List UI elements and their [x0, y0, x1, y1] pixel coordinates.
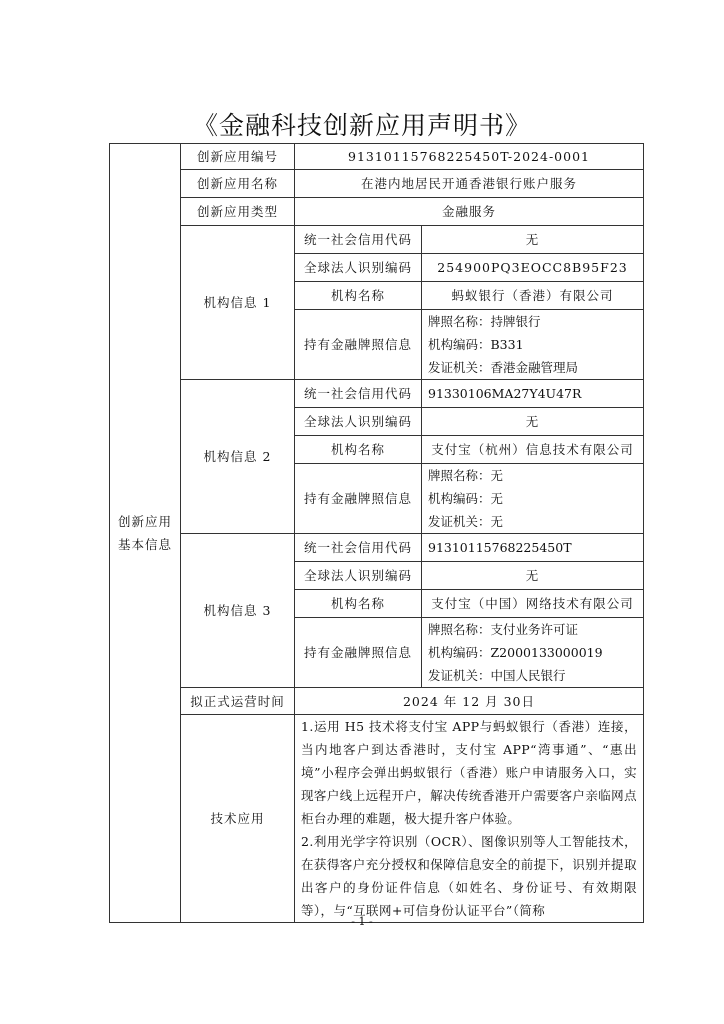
org2-lei-value: 无 [422, 408, 644, 436]
org1-license-name: 牌照名称：持牌银行 [428, 314, 541, 329]
tech-content [295, 715, 644, 923]
org3-license-name: 牌照名称：支付业务许可证 [428, 622, 579, 637]
tech-paragraph-1: 1.运用 H5 技术将支付宝 APP与蚂蚁银行（香港）连接，当内地客户到达香港时，支付宝 APP“湾事通”、“惠出境”小程序会弹出蚂蚁银行（香港）账户申请服务入口，实现客户线上远程开户，解决传统香港开户需要客户亲临网点柜台办理的难题，极大提升客户体验。 [301, 719, 637, 826]
app-type-label: 创新应用类型 [181, 198, 295, 226]
app-name-label: 创新应用名称 [181, 170, 295, 198]
org2-license-info [422, 464, 644, 534]
org3-uscc-value: 91310115768225450T [422, 534, 644, 562]
launch-label: 拟正式运营时间 [181, 688, 295, 715]
org2-name-value: 支付宝（杭州）信息技术有限公司 [422, 436, 644, 464]
org3-name-value: 支付宝（中国）网络技术有限公司 [422, 590, 644, 618]
org1-name-label: 机构名称 [295, 282, 422, 310]
org1-license-info [422, 310, 644, 380]
org3-license-info [422, 618, 644, 688]
tech-label: 技术应用 [181, 715, 295, 923]
app-type-value: 金融服务 [295, 198, 644, 226]
org1-lei-label: 全球法人识别编码 [295, 254, 422, 282]
org2-license-name: 牌照名称：无 [428, 468, 504, 483]
org1-license-code: 机构编码：B331 [428, 337, 524, 352]
org1-license-issuer: 发证机关：香港金融管理局 [428, 360, 579, 375]
org2-label: 机构信息 2 [181, 380, 295, 534]
org3-lei-label: 全球法人识别编码 [295, 562, 422, 590]
page-number: - 1 - [351, 915, 373, 928]
document-title: 《金融科技创新应用声明书》 [192, 111, 531, 140]
org3-label: 机构信息 3 [181, 534, 295, 688]
org2-uscc-label: 统一社会信用代码 [295, 380, 422, 408]
org2-name-label: 机构名称 [295, 436, 422, 464]
section-label-line1: 创新应用 [117, 514, 172, 529]
tech-paragraph-2: 2.利用光学字符识别（OCR）、图像识别等人工智能技术，在获得客户充分授权和保障信息安全的前提下，识别并提取出客户的身份证件信息（如姓名、身份证号、有效期限等），与“互联网+可信身份认证平台”（简称 [301, 834, 637, 918]
app-name-value: 在港内地居民开通香港银行账户服务 [295, 170, 644, 198]
org2-lei-label: 全球法人识别编码 [295, 408, 422, 436]
section-label-cell [110, 144, 181, 923]
org3-license-label: 持有金融牌照信息 [295, 618, 422, 688]
org3-lei-value: 无 [422, 562, 644, 590]
org1-label: 机构信息 1 [181, 226, 295, 380]
app-id-label: 创新应用编号 [181, 144, 295, 170]
org3-uscc-label: 统一社会信用代码 [295, 534, 422, 562]
org1-uscc-label: 统一社会信用代码 [295, 226, 422, 254]
org3-name-label: 机构名称 [295, 590, 422, 618]
org2-license-issuer: 发证机关：无 [428, 514, 504, 529]
section-label-line2: 基本信息 [117, 537, 172, 552]
org1-name-value: 蚂蚁银行（香港）有限公司 [422, 282, 644, 310]
org3-license-code: 机构编码：Z2000133000019 [428, 645, 603, 660]
org2-license-label: 持有金融牌照信息 [295, 464, 422, 534]
declaration-table [109, 143, 644, 923]
app-id-value: 91310115768225450T-2024-0001 [295, 144, 644, 170]
launch-value: 2024 年 12 月 30日 [295, 688, 644, 715]
org2-uscc-value: 91330106MA27Y4U47R [422, 380, 644, 408]
org3-license-issuer: 发证机关：中国人民银行 [428, 668, 566, 683]
org1-license-label: 持有金融牌照信息 [295, 310, 422, 380]
org1-uscc-value: 无 [422, 226, 644, 254]
org1-lei-value: 254900PQ3EOCC8B95F23 [422, 254, 644, 282]
org2-license-code: 机构编码：无 [428, 491, 504, 506]
